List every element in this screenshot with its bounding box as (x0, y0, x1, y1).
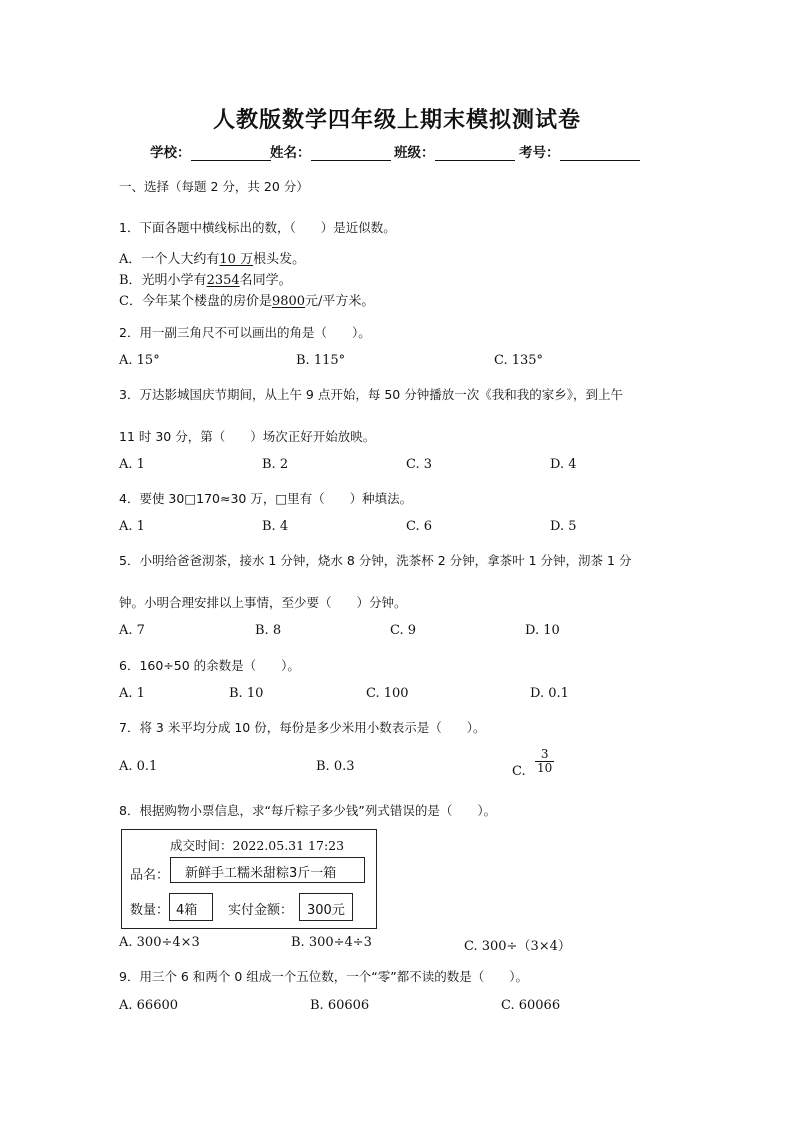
number-blank (560, 146, 640, 161)
q6-option-d: D. 0.1 (530, 686, 569, 701)
q5-option-a: A. 7 (119, 623, 145, 638)
receipt-item-value: 新鲜手工糯米甜粽3斤一箱 (185, 866, 337, 881)
school-blank (191, 146, 271, 161)
q7-c-numerator: 3 (535, 748, 554, 762)
receipt-paid-value: 300元 (307, 903, 345, 918)
q4-option-d: D. 5 (550, 519, 577, 534)
q2-option-b: B. 115° (296, 353, 346, 368)
q9-option-a: A. 66600 (119, 998, 179, 1013)
receipt-qty-box (169, 893, 213, 921)
section-heading: 一、选择（每题 2 分，共 20 分） (119, 179, 309, 194)
q1-option-b: B．光明小学有2354名同学。 (119, 273, 292, 288)
q6-stem: 6．160÷50 的余数是（ ）。 (119, 658, 300, 673)
school-field (150, 141, 271, 161)
name-field (270, 141, 391, 161)
q3-option-c: C. 3 (406, 457, 433, 472)
q3-line2: 11 时 30 分，第（ ）场次正好开始放映。 (119, 429, 376, 444)
receipt-qty-value: 4箱 (176, 903, 198, 918)
q2-stem: 2．用一副三角尺不可以画出的角是（ ）。 (119, 325, 371, 340)
q9-stem: 9．用三个 6 和两个 0 组成一个五位数，一个“零”都不读的数是（ ）。 (119, 969, 528, 984)
q6-option-c: C. 100 (366, 686, 409, 701)
receipt (121, 829, 377, 929)
q6-option-b: B. 10 (229, 686, 264, 701)
q1-a-underlined: 10 万 (219, 252, 254, 267)
class-field (394, 141, 515, 161)
q2-option-a: A. 15° (119, 353, 160, 368)
q4-option-c: C. 6 (406, 519, 433, 534)
q7-option-c: C. (512, 764, 526, 779)
receipt-time: 成交时间：2022.05.31 17:23 (170, 838, 345, 853)
q7-option-a: A. 0.1 (119, 759, 158, 774)
receipt-item-label: 品名： (130, 868, 170, 883)
q4-option-a: A. 1 (119, 519, 145, 534)
q6-option-a: A. 1 (119, 686, 145, 701)
q1-option-c: C．今年某个楼盘的房价是9800元/平方米。 (119, 294, 375, 309)
q1-stem: 1．下面各题中横线标出的数，（ ）是近似数。 (119, 220, 396, 235)
q7-c-denominator: 10 (537, 761, 553, 775)
q1-c-underlined: 9800 (271, 294, 306, 309)
number-label: 考号： (519, 145, 560, 161)
receipt-paid-box (299, 893, 353, 921)
q8-option-c: C. 300÷（3×4） (464, 939, 571, 954)
name-label: 姓名： (270, 145, 311, 161)
name-blank (311, 146, 391, 161)
q4-stem: 4．要使 30□170≈30 万，□里有（ ）种填法。 (119, 491, 413, 506)
q1-option-a: A．一个人大约有10 万根头发。 (119, 252, 306, 267)
q3-option-b: B. 2 (262, 457, 289, 472)
q5-option-d: D. 10 (525, 623, 560, 638)
q8-option-b: B. 300÷4÷3 (291, 935, 372, 950)
exam-title: 人教版数学四年级上期末模拟测试卷 (212, 108, 581, 133)
class-blank (435, 146, 515, 161)
q5-line1: 5．小明给爸爸沏茶，接水 1 分钟，烧水 8 分钟，洗茶杯 2 分钟，拿茶叶 1 分钟，沏茶 1 分 (119, 553, 632, 568)
q5-option-b: B. 8 (255, 623, 282, 638)
receipt-qty-label: 数量： (130, 903, 170, 918)
class-label: 班级： (394, 145, 435, 161)
q3-option-a: A. 1 (119, 457, 145, 472)
q1-b-underlined: 2354 (206, 273, 240, 288)
school-label: 学校： (150, 145, 191, 161)
q9-option-b: B. 60606 (310, 998, 370, 1013)
number-field (519, 141, 640, 161)
q8-option-a: A. 300÷4×3 (119, 935, 200, 950)
q7-c-fraction (535, 748, 554, 775)
q7-stem: 7．将 3 米平均分成 10 份，每份是多少米用小数表示是（ ）。 (119, 720, 486, 735)
receipt-item-box (170, 857, 365, 883)
q2-option-c: C. 135° (494, 353, 544, 368)
q3-option-d: D. 4 (550, 457, 577, 472)
q9-option-c: C. 60066 (501, 998, 561, 1013)
q5-option-c: C. 9 (390, 623, 417, 638)
q4-option-b: B. 4 (262, 519, 289, 534)
q7-option-b: B. 0.3 (316, 759, 355, 774)
q8-stem: 8．根据购物小票信息，求“每斤粽子多少钱”列式错误的是（ ）。 (119, 803, 497, 818)
q5-line2: 钟。小明合理安排以上事情，至少要（ ）分钟。 (119, 595, 407, 610)
receipt-paid-label: 实付金额： (228, 903, 294, 918)
q3-line1: 3．万达影城国庆节期间，从上午 9 点开始，每 50 分钟播放一次《我和我的家乡》，到上午 (119, 387, 623, 402)
